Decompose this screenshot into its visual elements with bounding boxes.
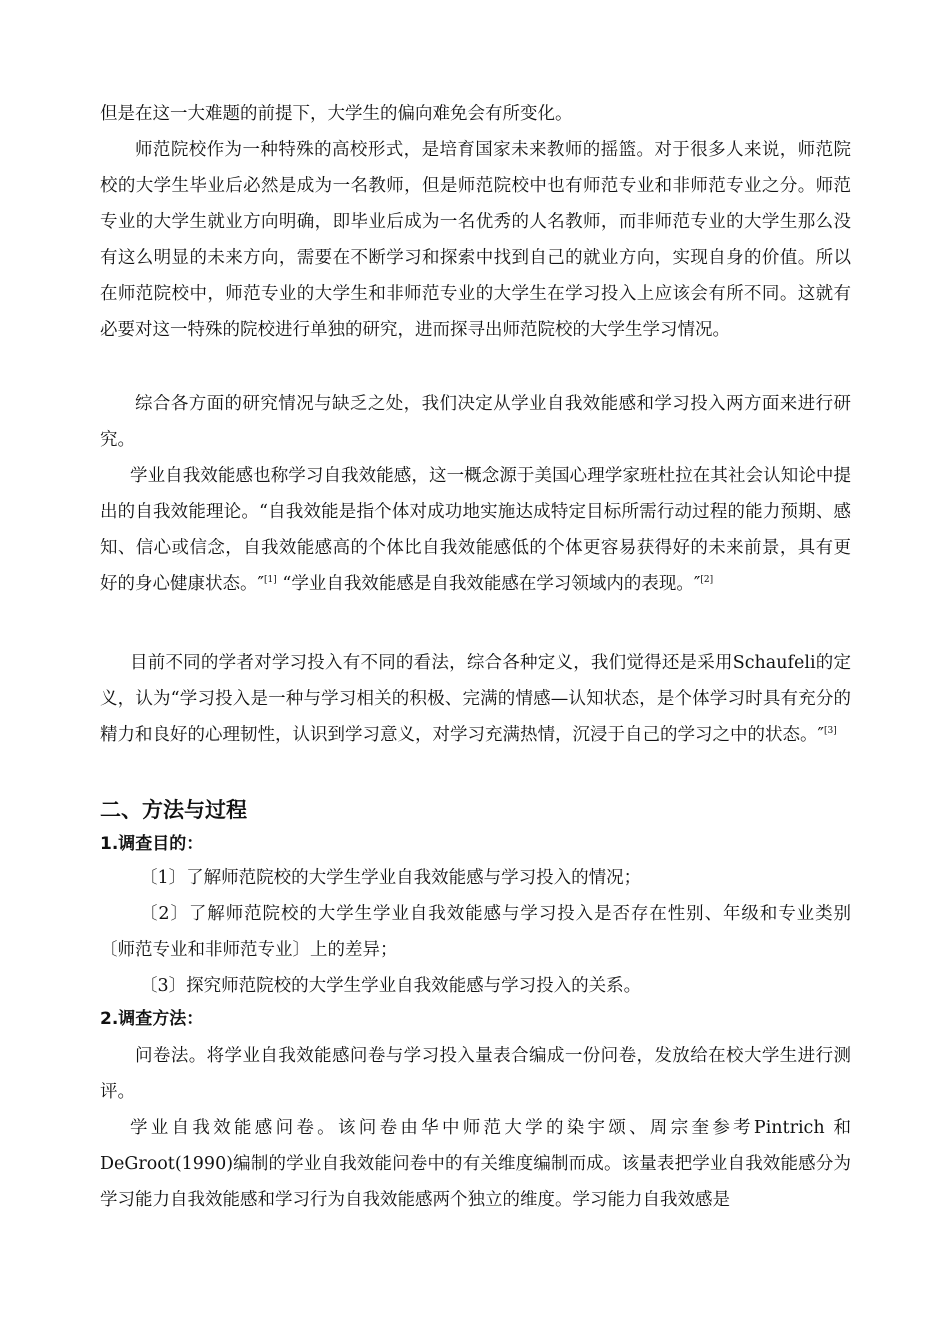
section-title: 二、方法与过程	[100, 798, 247, 822]
citation-3: [3]	[824, 726, 837, 737]
paragraph-decision: 综合各方面的研究情况与缺乏之处，我们决定从学业自我效能感和学习投入两方面来进行研究。	[100, 394, 851, 450]
paragraph-normal-school: 师范院校作为一种特殊的高校形式，是培育国家未来教师的摇篮。对于很多人来说，师范院校的大学生毕业后必然是成为一名教师，但是师范院校中也有师范专业和非师范专业之分。师范专业的大学生就业方向明确，即毕业后成为一名优秀的人名教师，而非师范专业的大学生那么没有这么明显的未来方向，需要在不断学习和探索中找到自己的就业方向，实现自身的价值。所以在师范院校中，师范专业的大学生和非师范专业的大学生在学习投入上应该会有所不同。这就有必要对这一特殊的院校进行单独的研究，进而探寻出师范院校的大学生学习情况。	[100, 140, 851, 340]
goal-item-2: 〔2〕了解师范院校的大学生学业自我效能感与学习投入是否存在性别、年级和专业类别〔师范专业和非师范专业〕上的差异；	[100, 904, 851, 960]
citation-1: [1]	[264, 575, 277, 586]
paragraph-self-efficacy	[100, 458, 851, 602]
goal-item-1: 〔1〕了解师范院校的大学生学业自我效能感与学习投入的情况；	[140, 868, 642, 888]
self-efficacy-text-b: “学业自我效能感是自我效能感在学习领域内的表现。″	[282, 574, 701, 594]
paragraph-method: 问卷法。将学业自我效能感问卷与学习投入量表合编成一份问卷，发放给在校大学生进行测评。	[100, 1046, 851, 1102]
paragraph-intro-end: 但是在这一大难题的前提下，大学生的偏向难免会有所变化。	[100, 104, 573, 124]
subsection-goal-title: 1.调查目的：	[100, 834, 204, 854]
citation-2: [2]	[700, 575, 714, 586]
paragraph-engagement	[100, 645, 851, 753]
engagement-text: 目前不同的学者对学习投入有不同的看法，综合各种定义，我们觉得还是采用Schaufeli的定义，认为“学习投入是一种与学习相关的积极、完满的情感—认知状态，是个体学习时具有充分的精力和良好的心理韧性，认识到学习意义，对学习充满热情，沉浸于自己的学习之中的状态。″	[100, 653, 851, 745]
paragraph-questionnaire: 学业自我效能感问卷。该问卷由华中师范大学的染宇颂、周宗奎参考Pintrich 和DeGroot(1990)编制的学业自我效能问卷中的有关维度编制而成。该量表把学业自我效能感分为学习能力自我效能感和学习行为自我效能感两个独立的维度。学习能力自我效感是	[100, 1118, 851, 1210]
goal-item-3: 〔3〕探究师范院校的大学生学业自我效能感与学习投入的关系。	[140, 976, 642, 996]
self-efficacy-text-a: 学业自我效能感也称学习自我效能感，这一概念源于美国心理学家班杜拉在其社会认知论中提出的自我效能理论。“自我效能是指个体对成功地实施达成特定目标所需行动过程的能力预期、感知、信心或信念，自我效能感高的个体比自我效能感低的个体更容易获得好的未来前景，具有更好的身心健康状态。″	[100, 466, 851, 594]
subsection-method-title: 2.调查方法：	[100, 1009, 204, 1029]
